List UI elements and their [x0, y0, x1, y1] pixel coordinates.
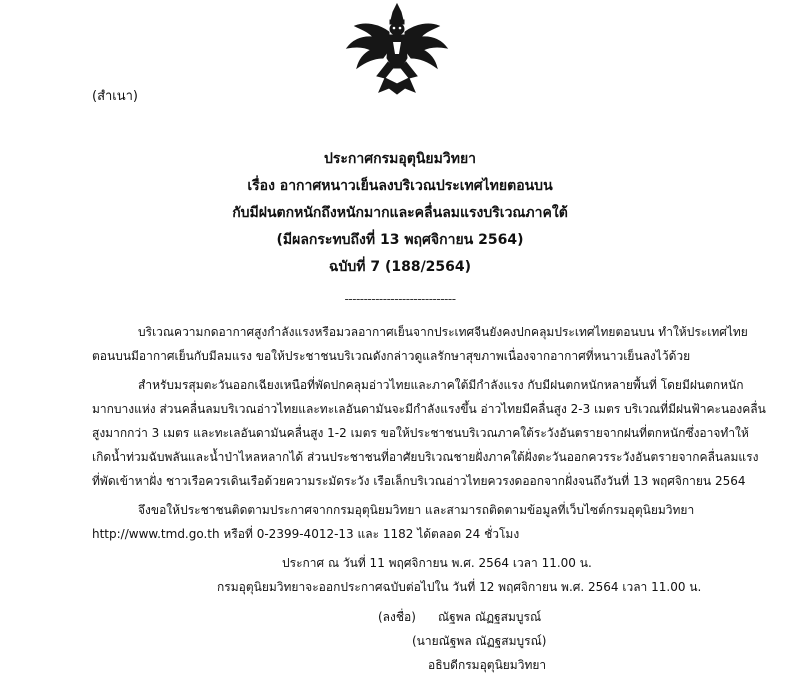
para3-line: จึงขอให้ประชาชนติดตามประกาศจากกรมอุตุนิยมวิทยา และสามารถติดตามข้อมูลที่เว็บไซต์กรมอุตุนิยมวิทยา — [138, 503, 695, 517]
signer-position: อธิบดีกรมอุตุนิยมวิทยา — [428, 658, 547, 672]
para1-line: บริเวณความกดอากาศสูงกำลังแรงหรือมวลอากาศเย็นจากประเทศจีนยังคงปกคลุมประเทศไทยตอนบน ทำให้ประเทศไทย — [138, 325, 748, 339]
next-issue-date: กรมอุตุนิยมวิทยาจะออกประกาศฉบับต่อไปใน วันที่ 12 พฤศจิกายน พ.ศ. 2564 เวลา 11.00 น. — [217, 580, 702, 594]
para3-line: http://www.tmd.go.th หรือที่ 0-2399-4012-13 และ 1182 ได้ตลอด 24 ชั่วโมง — [92, 527, 520, 541]
issue-number: ฉบับที่ 7 (188/2564) — [328, 259, 472, 275]
garuda-emblem-icon — [333, 2, 461, 96]
announcement-title: ประกาศกรมอุตุนิยมวิทยา — [323, 151, 477, 167]
para2-line: สูงมากกว่า 3 เมตร และทะเลอันดามันคลื่นสูง 1-2 เมตร ขอให้ประชาชนบริเวณภาคใต้ระวังอันตรายจากฝนที่ตกหนักซึ่งอาจทำให้ — [92, 426, 749, 440]
signed-label: (ลงชื่อ) — [378, 610, 416, 624]
para2-line: สำหรับมรสุมตะวันออกเฉียงเหนือที่พัดปกคลุมอ่าวไทยและภาคใต้มีกำลังแรง กับมีฝนตกหนักหลายพื้นที่ โดยมีฝนตกหนัก — [138, 378, 744, 392]
signer-full-name: (นายณัฐพล ณัฏฐสมบูรณ์) — [412, 634, 547, 648]
issued-date: ประกาศ ณ วันที่ 11 พฤศจิกายน พ.ศ. 2564 เวลา 11.00 น. — [282, 556, 592, 570]
subject-line: เรื่อง อากาศหนาวเย็นลงบริเวณประเทศไทยตอนบน — [247, 178, 553, 194]
para1-line: ตอนบนมีอากาศเย็นกับมีลมแรง ขอให้ประชาชนบริเวณดังกล่าวดูแลรักษาสุขภาพเนื่องจากอากาศที่หนาวเย็นลงไว้ด้วย — [92, 349, 691, 363]
subject-line-2: กับมีฝนตกหนักถึงหนักมากและคลื่นลมแรงบริเวณภาคใต้ — [232, 205, 568, 221]
para2-line: ที่พัดเข้าหาฝั่ง ชาวเรือควรเดินเรือด้วยความระมัดระวัง เรือเล็กบริเวณอ่าวไทยควรงดออกจากฝั่งจนถึงวันที่ 13 พฤศจิกายน 2564 — [92, 474, 746, 488]
signer-name: ณัฐพล ณัฏฐสมบูรณ์ — [438, 610, 542, 624]
copy-mark: (สำเนา) — [92, 89, 139, 104]
effective-date: (มีผลกระทบถึงที่ 13 พฤศจิกายน 2564) — [276, 232, 524, 248]
para2-line: มากบางแห่ง ส่วนคลื่นลมบริเวณอ่าวไทยและทะเลอันดามันจะมีกำลังแรงขึ้น อ่าวไทยมีคลื่นสูง 2-3 เมตร บริเวณที่มีฝนฟ้าคะนองคลื่น — [92, 402, 766, 416]
para2-line: เกิดน้ำท่วมฉับพลันและน้ำป่าไหลหลากได้ ส่วนประชาชนที่อาศัยบริเวณชายฝั่งภาคใต้ฝั่งตะวันออกควรระวังอันตรายจากคลื่นลมแรง — [92, 450, 759, 464]
divider: ----------------------------- — [344, 292, 456, 306]
